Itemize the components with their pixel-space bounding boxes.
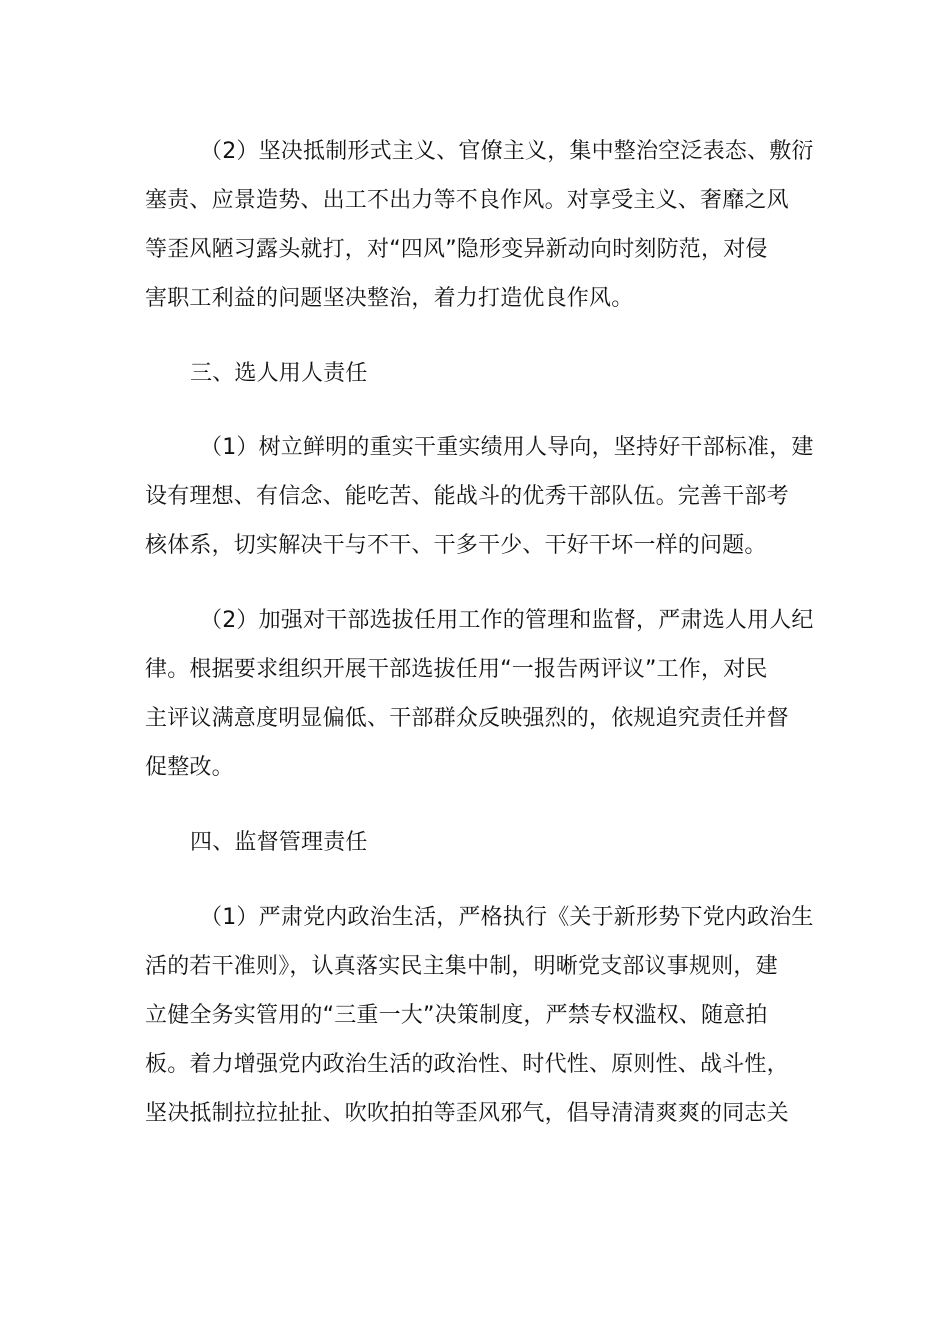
paragraph-line: 害职工利益的问题坚决整治，着力打造优良作风。 — [145, 286, 634, 311]
paragraph-line: 设有理想、有信念、能吃苦、能战斗的优秀干部队伍。完善干部考 — [145, 484, 789, 509]
paragraph-line: 塞责、应景造势、出工不出力等不良作风。对享受主义、奢靡之风 — [145, 188, 789, 213]
paragraph-line: 核体系，切实解决干与不干、干多干少、干好干坏一样的问题。 — [145, 533, 767, 558]
paragraph-line: 活的若干准则》，认真落实民主集中制，明晰党支部议事规则，建 — [145, 954, 778, 979]
paragraph-line: 坚决抵制拉拉扯扯、吹吹拍拍等歪风邪气，倡导清清爽爽的同志关 — [145, 1101, 789, 1126]
paragraph-line: （1）树立鲜明的重实干重实绩用人导向，坚持好干部标准，建 — [200, 435, 814, 460]
paragraph-line: 板。着力增强党内政治生活的政治性、时代性、原则性、战斗性， — [145, 1052, 789, 1077]
paragraph-line: （2）坚决抵制形式主义、官僚主义，集中整治空泛表态、敷衍 — [200, 139, 814, 164]
paragraph-line: 主评议满意度明显偏低、干部群众反映强烈的，依规追究责任并督 — [145, 706, 789, 731]
paragraph-line: （2）加强对干部选拔任用工作的管理和监督，严肃选人用人纪 — [200, 608, 814, 633]
paragraph-line: （1）严肃党内政治生活，严格执行《关于新形势下党内政治生 — [200, 905, 814, 930]
paragraph-line: 律。根据要求组织开展干部选拔任用“一报告两评议”工作，对民 — [145, 657, 768, 682]
paragraph-line: 立健全务实管用的“三重一大”决策制度，严禁专权滥权、随意拍 — [145, 1003, 768, 1028]
paragraph-line: 等歪风陋习露头就打，对“四风”隐形变异新动向时刻防范，对侵 — [145, 237, 768, 262]
section-heading: 三、选人用人责任 — [190, 361, 368, 386]
section-heading: 四、监督管理责任 — [190, 830, 368, 855]
paragraph-line: 促整改。 — [145, 755, 234, 780]
